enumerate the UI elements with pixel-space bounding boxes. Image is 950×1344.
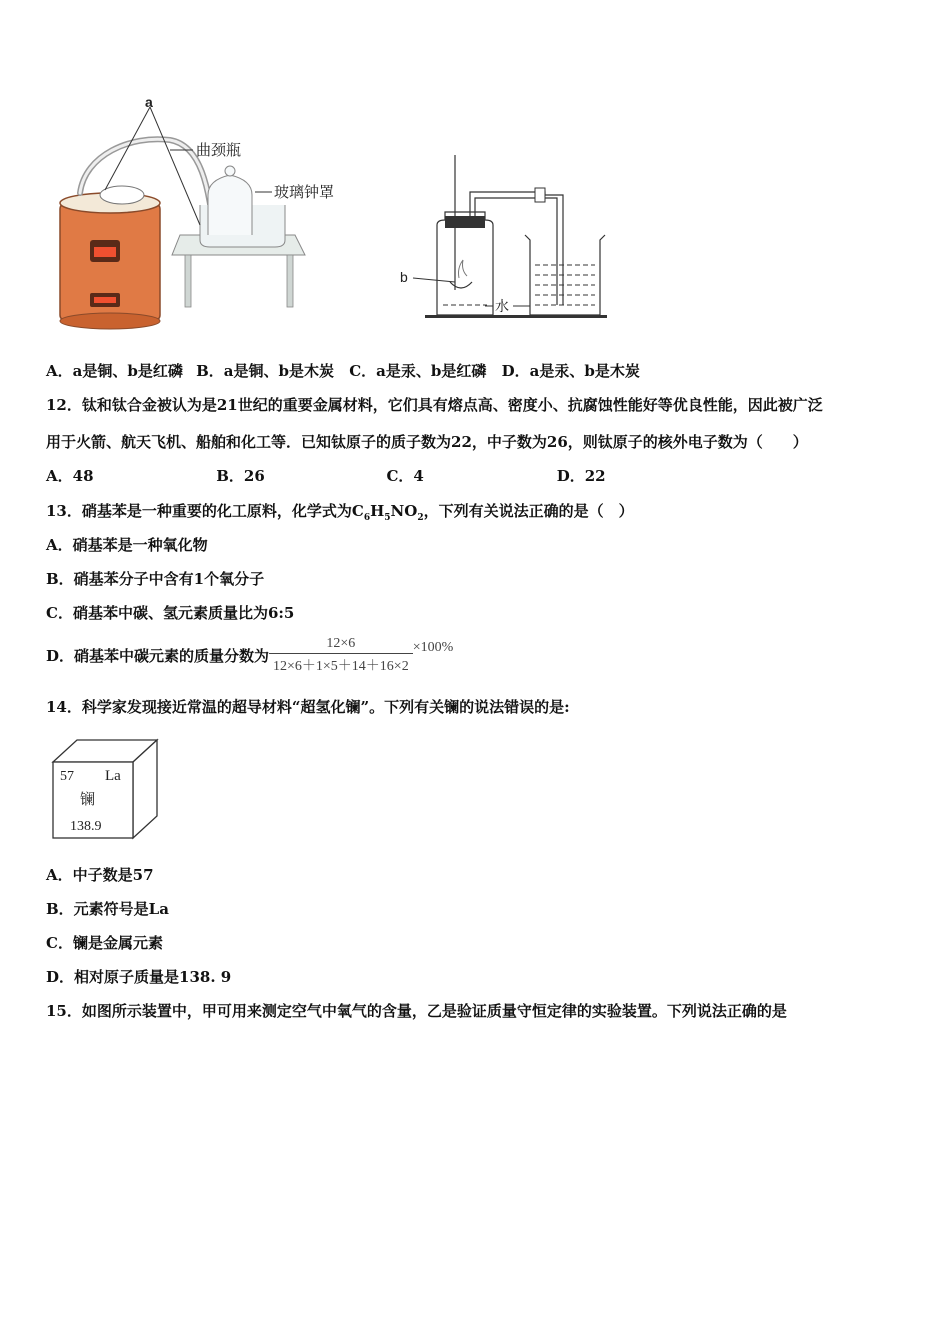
- q12-option-d[interactable]: D．22: [556, 467, 606, 485]
- label-water: 水: [495, 299, 509, 315]
- q13-stem: 13．硝基苯是一种重要的化工原料，化学式为$C_6H_5NO_2$，下列有关说法正确的是（ ）: [46, 502, 634, 523]
- label-curved-neck-flask: 曲颈瓶: [196, 141, 242, 159]
- atomic-number: 57: [60, 769, 74, 784]
- element-symbol: La: [105, 768, 121, 784]
- label-bell-jar: 玻璃钟罩: [274, 183, 335, 201]
- q11-option-c[interactable]: C．a是汞、b是红磷: [349, 362, 487, 380]
- lanthanum-element-card: [50, 738, 162, 842]
- lavoisier-apparatus-figure: [50, 95, 355, 330]
- q15-stem: 15．如图所示装置中，甲可用来测定空气中氧气的含量，乙是验证质量守恒定律的实验装置。下列说法正确的是: [46, 1002, 787, 1020]
- q11-options: [46, 361, 640, 381]
- q12-stem-line1: 12．钛和钛合金被认为是21世纪的重要金属材料，它们具有熔点高、密度小、抗腐蚀性能好等优良性能，因此被广泛: [46, 396, 823, 414]
- q13-option-a[interactable]: A．硝基苯是一种氧化物: [46, 536, 208, 554]
- mass-fraction-formula: $\frac{12\times 6}{12\times 6+1\times 5+14+16\times 2}$: [269, 636, 413, 675]
- q12-stem-line2: 用于火箭、航天飞机、船舶和化工等．已知钛原子的质子数为22，中子数为26，则钛原子的核外电子数为（ ）: [46, 433, 808, 451]
- q12-option-b[interactable]: B．26: [216, 467, 265, 485]
- q14-option-d[interactable]: D．相对原子质量是138. 9: [46, 968, 232, 986]
- q12-option-c[interactable]: C．4: [386, 467, 424, 485]
- q13-option-b[interactable]: B．硝基苯分子中含有1个氧分子: [46, 570, 265, 588]
- label-b: b: [400, 269, 408, 285]
- label-a: a: [145, 95, 153, 110]
- q14-option-b[interactable]: B．元素符号是La: [46, 900, 169, 918]
- q13-option-d[interactable]: D．硝基苯中碳元素的质量分数为 $\frac{12\times 6}{12\times 6+1\times 5+14+16\times 2}$ ×100%: [46, 636, 454, 674]
- combustion-bottle-figure: [395, 150, 615, 325]
- q14-option-a[interactable]: A．中子数是57: [46, 866, 154, 884]
- q12-option-a[interactable]: A．48: [46, 467, 94, 485]
- element-name: 镧: [80, 790, 96, 808]
- q11-option-a[interactable]: A．a是铜、b是红磷: [46, 362, 183, 380]
- atomic-mass: 138.9: [70, 819, 102, 834]
- q11-option-b[interactable]: B．a是铜、b是木炭: [196, 362, 334, 380]
- q11-option-d[interactable]: D．a是汞、b是木炭: [501, 362, 640, 380]
- q12-options: [46, 466, 606, 486]
- q14-stem: 14．科学家发现接近常温的超导材料“超氢化镧”。下列有关镧的说法错误的是:: [46, 698, 570, 716]
- q13-option-c[interactable]: C．硝基苯中碳、氢元素质量比为6:5: [46, 604, 295, 622]
- q14-option-c[interactable]: C．镧是金属元素: [46, 934, 163, 952]
